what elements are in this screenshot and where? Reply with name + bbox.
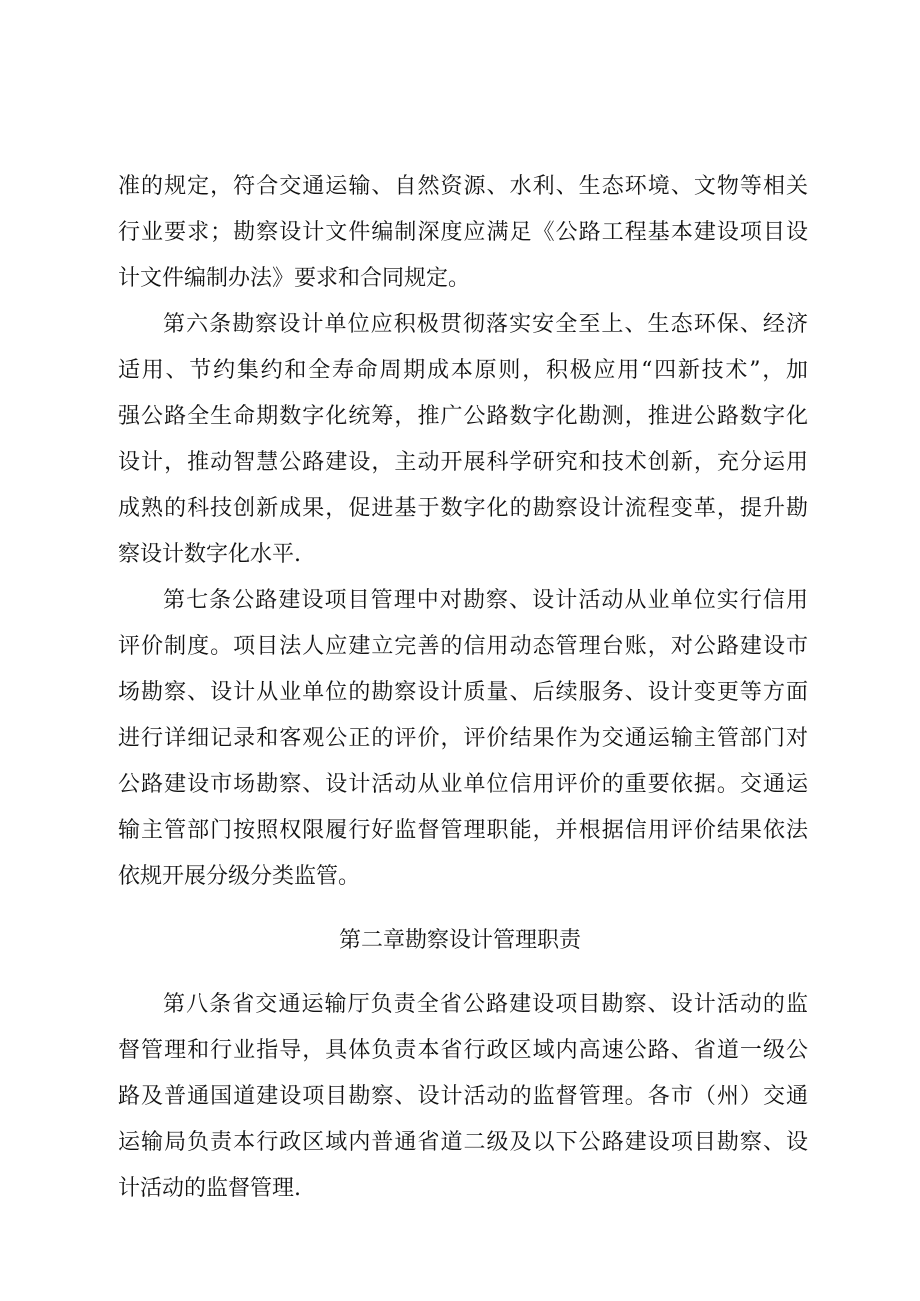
article-7-line: 场勘察、设计从业单位的勘察设计质量、后续服务、设计变更等方面: [118, 680, 808, 705]
article-6-line: 成熟的科技创新成果，促进基于数字化的勘察设计流程变革，提升勘: [118, 496, 808, 521]
article-8-line: 运输局负责本行政区域内普通省道二级及以下公路建设项目勘察、设: [118, 1130, 808, 1155]
article-7-line: 第七条公路建设项目管理中对勘察、设计活动从业单位实行信用: [163, 588, 808, 613]
article-7-line: 进行详细记录和客观公正的评价，评价结果作为交通运输主管部门对: [118, 726, 808, 751]
article-8-line: 计活动的监督管理.: [118, 1176, 301, 1201]
paragraph-line: 行业要求；勘察设计文件编制深度应满足《公路工程基本建设项目设: [118, 220, 808, 245]
paragraph-line: 计文件编制办法》要求和合同规定。: [118, 266, 471, 291]
paragraph-line: 准的规定，符合交通运输、自然资源、水利、生态环境、文物等相关: [118, 174, 808, 199]
article-8-line: 路及普通国道建设项目勘察、设计活动的监督管理。各市（州）交通: [118, 1084, 808, 1109]
article-8-line: 第八条省交通运输厅负责全省公路建设项目勘察、设计活动的监: [163, 992, 808, 1017]
article-6-line: 适用、节约集约和全寿命周期成本原则，积极应用“四新技术”，加: [118, 358, 808, 383]
article-6-line: 察设计数字化水平.: [118, 542, 301, 567]
article-7-line: 依规开展分级分类监管。: [118, 864, 361, 889]
article-6-line: 第六条勘察设计单位应积极贯彻落实安全至上、生态环保、经济: [163, 312, 808, 337]
article-7-line: 输主管部门按照权限履行好监督管理职能，并根据信用评价结果依法: [118, 818, 808, 843]
article-6-line: 强公路全生命期数字化统筹，推广公路数字化勘测，推进公路数字化: [118, 404, 808, 429]
article-7-line: 公路建设市场勘察、设计活动从业单位信用评价的重要依据。交通运: [118, 772, 808, 797]
article-6-line: 设计，推动智慧公路建设，主动开展科学研究和技术创新，充分运用: [118, 450, 808, 475]
article-7-line: 评价制度。项目法人应建立完善的信用动态管理台账，对公路建设市: [118, 634, 808, 659]
chapter-heading: 第二章勘察设计管理职责: [338, 928, 581, 953]
article-8-line: 督管理和行业指导，具体负责本省行政区域内高速公路、省道一级公: [118, 1038, 808, 1063]
